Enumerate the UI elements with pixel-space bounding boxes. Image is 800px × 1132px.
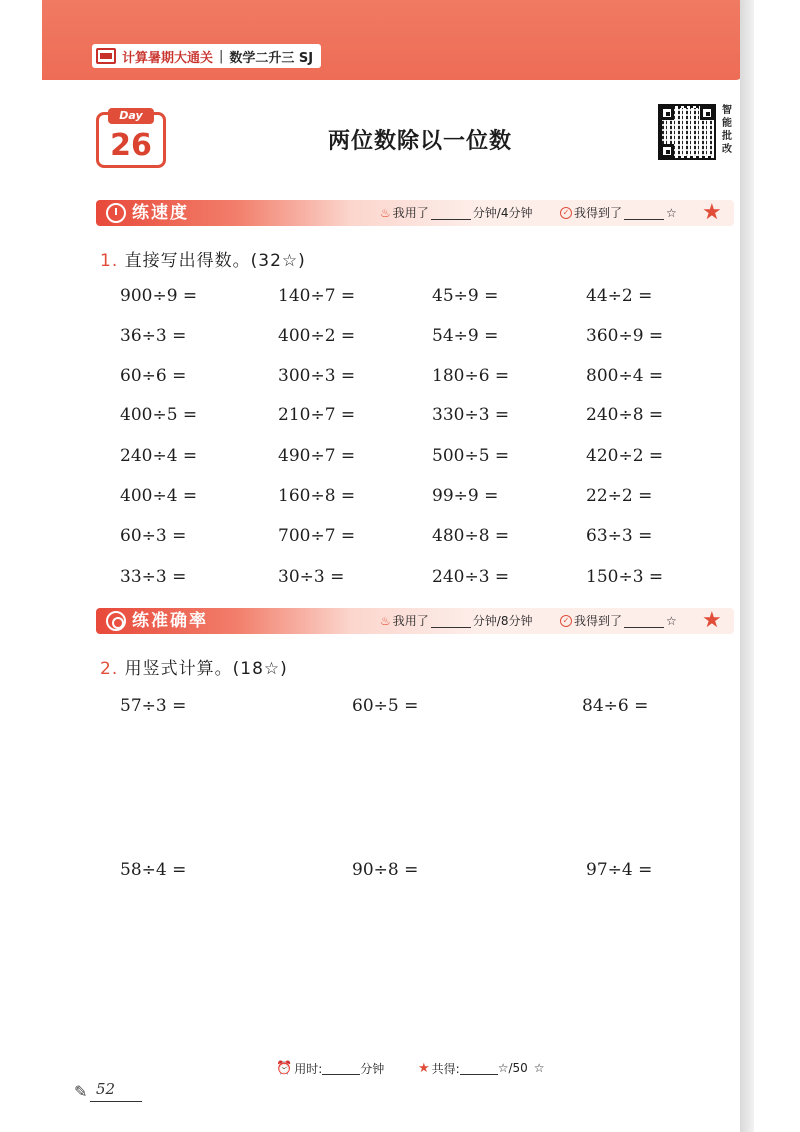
footer-total <box>418 1058 545 1078</box>
problem-item: 63÷3 = <box>586 526 653 546</box>
footer-time <box>276 1058 384 1078</box>
brand-separator: | <box>219 48 224 64</box>
footer-total-blank[interactable] <box>460 1061 498 1075</box>
header-banner <box>42 0 742 80</box>
time-used-suffix: 分钟/8分钟 <box>472 614 533 628</box>
problem-item: 58÷4 = <box>120 860 187 880</box>
problem-item: 500÷5 = <box>432 446 510 466</box>
work-area-row-1[interactable] <box>110 724 730 848</box>
footer-time-unit: 分钟 <box>360 1061 385 1076</box>
flame-icon: ♨ <box>380 614 391 628</box>
question-1-number: 1. <box>100 251 119 271</box>
problem-item: 45÷9 = <box>432 286 499 306</box>
clock-icon: ⏰ <box>276 1060 293 1076</box>
problem-item: 84÷6 = <box>582 696 649 716</box>
section-accuracy-time <box>380 608 532 634</box>
star-icon: ★ <box>418 1060 430 1076</box>
section-accuracy-title <box>106 608 208 634</box>
page-edge <box>740 0 754 1132</box>
problem-item: 140÷7 = <box>278 286 356 306</box>
flame-icon: ♨ <box>380 206 391 220</box>
brand-tag <box>92 44 321 68</box>
problem-item: 400÷2 = <box>278 326 356 346</box>
star-decoration-icon: ★ <box>702 200 722 225</box>
problem-item: 150÷3 = <box>586 567 664 587</box>
time-used-prefix: 我用了 <box>392 614 429 628</box>
check-circle-icon: ✓ <box>560 207 572 219</box>
footer-time-label: 用时: <box>294 1061 323 1076</box>
problem-item: 57÷3 = <box>120 696 187 716</box>
stopwatch-icon <box>106 203 126 223</box>
page-number: 52 <box>96 1080 116 1098</box>
time-used-blank[interactable] <box>431 614 471 628</box>
score-star: ☆ <box>666 614 677 628</box>
section-speed-title <box>106 200 189 226</box>
day-number: 26 <box>110 128 152 163</box>
problem-item: 60÷3 = <box>120 526 187 546</box>
swirl-icon: ✎ <box>74 1082 88 1101</box>
brand-subtitle: 数学二升三 SJ <box>229 50 314 66</box>
problem-item: 420÷2 = <box>586 446 664 466</box>
footer-star: ☆ <box>533 1061 545 1075</box>
problem-item: 700÷7 = <box>278 526 356 546</box>
footer-total-label: 共得: <box>431 1061 460 1076</box>
section-speed-score <box>560 200 677 226</box>
score-blank[interactable] <box>624 206 664 220</box>
score-star: ☆ <box>666 206 677 220</box>
problem-item: 800÷4 = <box>586 366 664 386</box>
problem-item: 400÷5 = <box>120 405 198 425</box>
problem-item: 480÷8 = <box>432 526 510 546</box>
problem-item: 30÷3 = <box>278 567 345 587</box>
star-decoration-icon: ★ <box>702 608 722 633</box>
qr-corner-icon <box>700 106 714 120</box>
problem-item: 490÷7 = <box>278 446 356 466</box>
problem-item: 36÷3 = <box>120 326 187 346</box>
problem-item: 330÷3 = <box>432 405 510 425</box>
qr-corner-icon <box>660 144 674 158</box>
problem-item: 210÷7 = <box>278 405 356 425</box>
question-2-text: 用竖式计算。(18☆) <box>124 659 288 679</box>
section-speed-label: 练速度 <box>132 203 189 223</box>
question-1-heading <box>100 246 306 271</box>
section-accuracy-score <box>560 608 677 634</box>
qr-corner-icon <box>660 106 674 120</box>
problem-item: 54÷9 = <box>432 326 499 346</box>
smart-grading-label: 智能批改 <box>722 105 732 155</box>
problem-item: 240÷8 = <box>586 405 664 425</box>
problem-item: 160÷8 = <box>278 486 356 506</box>
problem-item: 60÷6 = <box>120 366 187 386</box>
time-used-suffix: 分钟/4分钟 <box>472 206 533 220</box>
day-tab-label: Day <box>108 108 154 124</box>
problem-item: 22÷2 = <box>586 486 653 506</box>
section-accuracy-label: 练准确率 <box>132 611 208 631</box>
time-used-blank[interactable] <box>431 206 471 220</box>
problem-item: 240÷3 = <box>432 567 510 587</box>
problem-item: 300÷3 = <box>278 366 356 386</box>
score-prefix: 我得到了 <box>574 614 623 628</box>
footer-total-suffix: ☆/50 <box>497 1061 528 1075</box>
problem-item: 400÷4 = <box>120 486 198 506</box>
problem-item: 90÷8 = <box>352 860 419 880</box>
page-number-underline <box>90 1101 142 1102</box>
page-title: 两位数除以一位数 <box>327 129 512 154</box>
work-area-row-2[interactable] <box>110 888 730 1038</box>
book-logo-icon <box>96 48 116 64</box>
target-icon <box>106 611 126 631</box>
problem-item: 360÷9 = <box>586 326 664 346</box>
problem-item: 240÷4 = <box>120 446 198 466</box>
problem-item: 99÷9 = <box>432 486 499 506</box>
question-1-text: 直接写出得数。(32☆) <box>124 251 306 271</box>
problem-item: 97÷4 = <box>586 860 653 880</box>
check-circle-icon: ✓ <box>560 615 572 627</box>
score-blank[interactable] <box>624 614 664 628</box>
footer-time-blank[interactable] <box>322 1061 360 1075</box>
problem-item: 900÷9 = <box>120 286 198 306</box>
problem-item: 33÷3 = <box>120 567 187 587</box>
score-prefix: 我得到了 <box>574 206 623 220</box>
problem-item: 60÷5 = <box>352 696 419 716</box>
question-2-number: 2. <box>100 659 119 679</box>
time-used-prefix: 我用了 <box>392 206 429 220</box>
section-speed-time <box>380 200 532 226</box>
problem-item: 44÷2 = <box>586 286 653 306</box>
problem-item: 180÷6 = <box>432 366 510 386</box>
question-2-heading <box>100 654 288 679</box>
brand-name: 计算暑期大通关 <box>122 50 214 66</box>
